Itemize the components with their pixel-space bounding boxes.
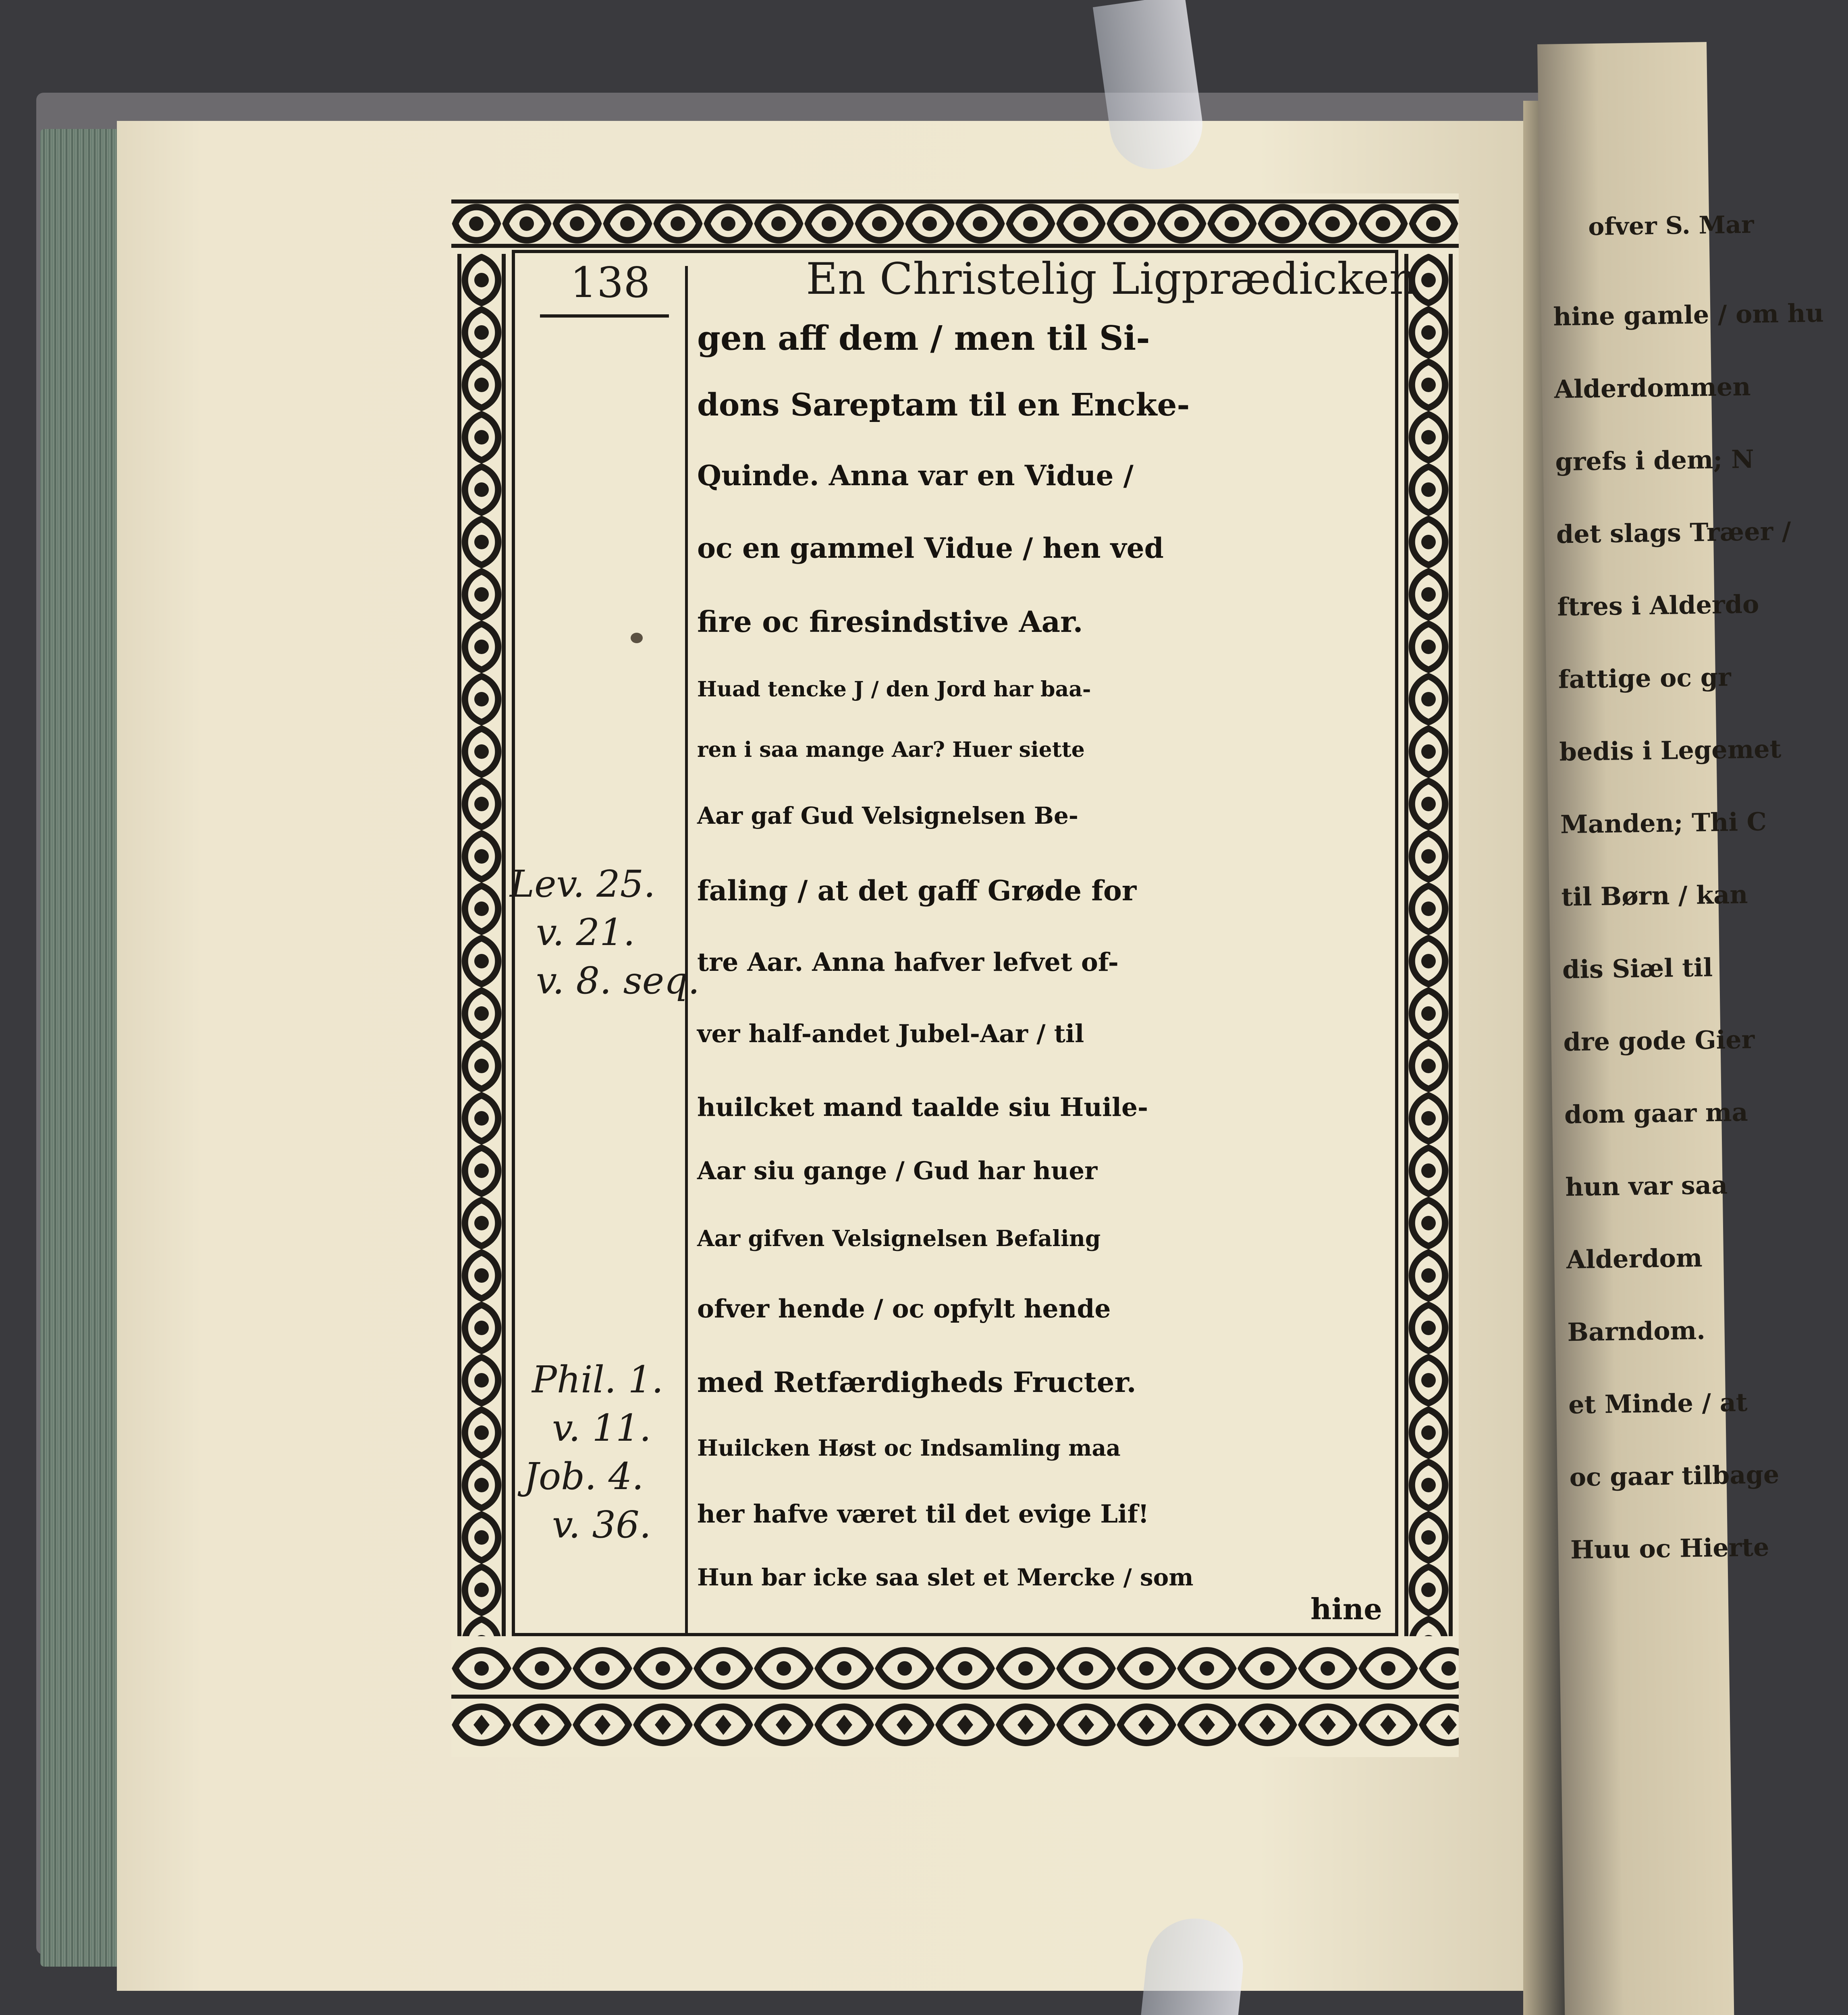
text-line: Hun bar icke saa slet et Mercke / som <box>697 1564 1194 1591</box>
text-line: Aar siu gange / Gud har huer <box>697 1157 1098 1185</box>
text-line: Huilcken Høst oc Indsamling maa <box>697 1435 1121 1461</box>
facing-text-line: Alderdommen <box>1554 372 1751 404</box>
facing-page <box>1537 42 1824 2015</box>
text-line: fire oc firesindstive Aar. <box>697 604 1083 639</box>
facing-text-line: Barndom. <box>1567 1315 1706 1347</box>
facing-text-line: dom gaar ma <box>1564 1097 1748 1130</box>
facing-text-line: grefs i dem; N <box>1555 444 1755 477</box>
header-rule <box>540 314 669 318</box>
facing-text-line: Manden; Thi C <box>1560 807 1767 839</box>
running-head: En Christelig Ligprædicken <box>806 254 1418 304</box>
text-line: Aar gaf Gud Velsignelsen Be- <box>697 802 1078 829</box>
text-line: dons Sareptam til en Encke- <box>697 387 1190 423</box>
text-line: Aar gifven Velsignelsen Befaling <box>697 1225 1101 1251</box>
text-line: med Retfærdigheds Fructer. <box>697 1366 1136 1399</box>
facing-text-line: dre gode Gier <box>1563 1024 1755 1057</box>
text-line: her hafve været til det evige Lif! <box>697 1499 1149 1529</box>
facing-text-line: dis Siæl til <box>1562 953 1713 985</box>
text-line: huilcket mand taalde siu Huile- <box>697 1092 1148 1122</box>
text-line: ofver hende / oc opfylt hende <box>697 1294 1111 1323</box>
facing-text-line: ftres i Alderdo <box>1557 589 1759 622</box>
text-line: oc en gammel Vidue / hen ved <box>697 532 1164 565</box>
margin-note: v. 21. <box>536 911 635 954</box>
margin-note: Lev. 25. <box>510 862 656 906</box>
ink-spot <box>631 633 643 643</box>
margin-note: v. 8. seq. <box>536 959 700 1002</box>
facing-text-line: oc gaar tilbage <box>1569 1459 1779 1492</box>
ornament-border-top <box>451 193 1459 254</box>
text-line: faling / at det gaff Grøde for <box>697 875 1137 907</box>
margin-note: Job. 4. <box>524 1455 644 1498</box>
margin-rule <box>685 266 688 1636</box>
text-line: ver half-andet Jubel-Aar / til <box>697 1020 1084 1048</box>
margin-note: v. 36. <box>552 1503 651 1546</box>
page-edges <box>40 129 125 1967</box>
facing-text-line: Alderdom <box>1566 1243 1703 1275</box>
text-line: tre Aar. Anna hafver lefvet of- <box>697 947 1119 977</box>
ornament-border-bottom <box>451 1636 1459 1757</box>
text-line: gen aff dem / men til Si- <box>697 318 1150 358</box>
text-line: Quinde. Anna var en Vidue / <box>697 459 1134 492</box>
text-line: Huad tencke J / den Jord har baa- <box>697 677 1091 702</box>
facing-text-line: bedis i Legemet <box>1559 734 1782 767</box>
margin-note: v. 11. <box>552 1406 651 1450</box>
facing-text-line: fattige oc gr <box>1558 662 1732 694</box>
facing-text-line: det slags Træer / <box>1556 516 1792 549</box>
text-line: ren i saa mange Aar? Huer siette <box>697 737 1085 762</box>
page-number: 138 <box>570 258 650 307</box>
ornament-border-right <box>1398 254 1459 1636</box>
margin-note: Phil. 1. <box>532 1358 664 1401</box>
facing-text-line: hun var saa <box>1565 1170 1728 1202</box>
ornament-border-left <box>451 254 512 1636</box>
facing-running-head: ofver S. Mar <box>1588 210 1755 241</box>
facing-text-line: til Børn / kan <box>1561 879 1748 912</box>
facing-text-line: et Minde / at <box>1568 1388 1748 1420</box>
facing-text-line: Huu oc Hierte <box>1570 1532 1769 1565</box>
facing-text-line: hine gamle / om hu <box>1553 298 1824 332</box>
catchword: hine <box>1310 1592 1382 1626</box>
